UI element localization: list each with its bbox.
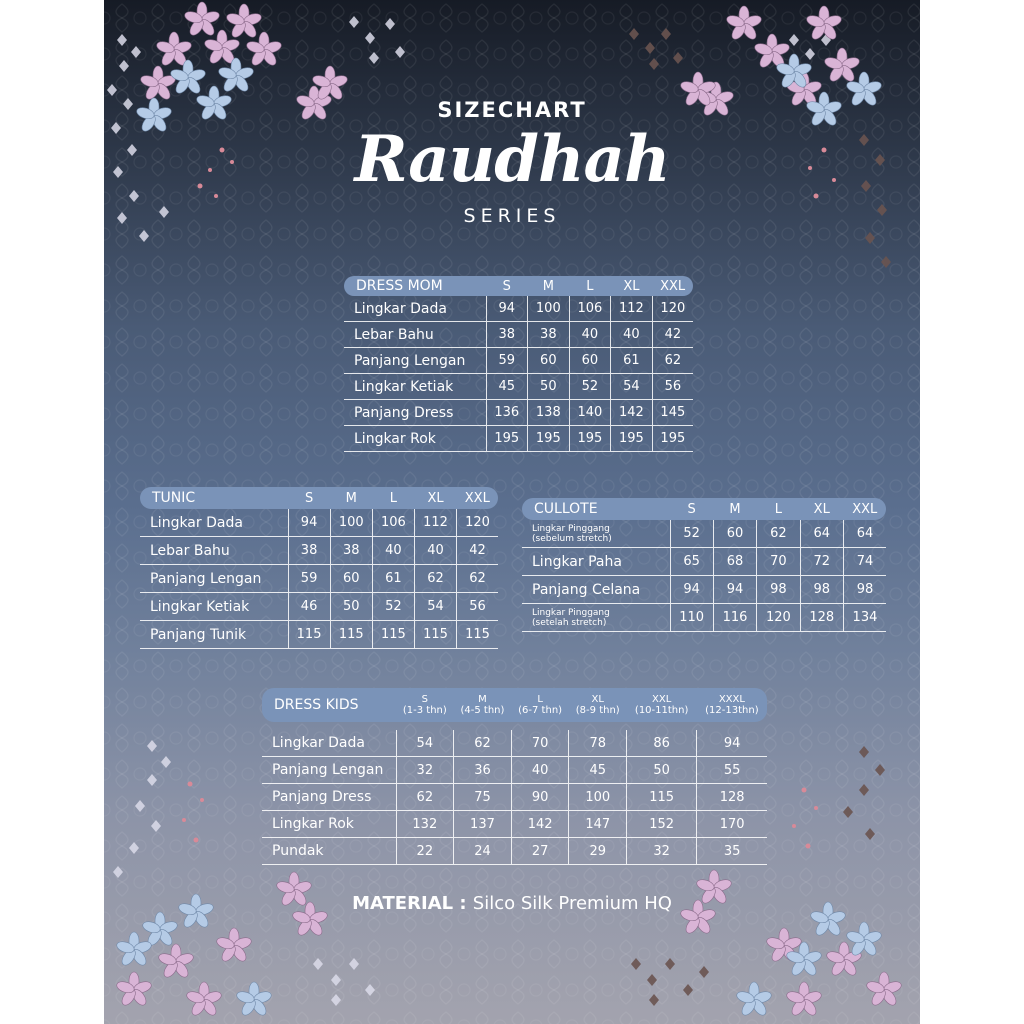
row-label: Lingkar Dada xyxy=(344,296,486,322)
cell: 60 xyxy=(330,565,372,593)
cell: 40 xyxy=(511,757,569,784)
cell: 138 xyxy=(528,400,570,426)
cell: 86 xyxy=(627,730,697,757)
dress-kids-table xyxy=(262,688,767,865)
cell: 64 xyxy=(843,520,886,548)
cell: 94 xyxy=(288,509,330,537)
cell: 56 xyxy=(652,374,693,400)
size-header xyxy=(454,688,512,722)
cell: 152 xyxy=(627,811,697,838)
table-row xyxy=(262,838,767,865)
table-row xyxy=(344,348,693,374)
cell: 120 xyxy=(757,604,800,632)
table-row xyxy=(522,604,886,632)
cell: 115 xyxy=(414,621,456,649)
table-row xyxy=(262,811,767,838)
cell: 72 xyxy=(800,548,843,576)
table-row xyxy=(344,400,693,426)
row-label: Lingkar Paha xyxy=(522,548,670,576)
cell: 94 xyxy=(713,576,756,604)
cell: 115 xyxy=(288,621,330,649)
row-label: Lingkar Ketiak xyxy=(344,374,486,400)
cell: 120 xyxy=(457,509,498,537)
table-spacer xyxy=(262,722,767,730)
size-header: M xyxy=(528,276,570,296)
cell: 59 xyxy=(486,348,528,374)
cell: 40 xyxy=(611,322,653,348)
cell: 45 xyxy=(569,757,627,784)
cell: 140 xyxy=(569,400,611,426)
row-label: Lingkar Rok xyxy=(344,426,486,452)
cell: 38 xyxy=(528,322,570,348)
row-label: Pundak xyxy=(262,838,396,865)
cell: 115 xyxy=(627,784,697,811)
material-separator: : xyxy=(453,893,473,914)
age-label: (4-5 thn) xyxy=(460,705,505,716)
cell: 60 xyxy=(569,348,611,374)
cell: 147 xyxy=(569,811,627,838)
cell: 61 xyxy=(611,348,653,374)
cell: 59 xyxy=(288,565,330,593)
cell: 52 xyxy=(569,374,611,400)
cell: 52 xyxy=(372,593,414,621)
row-label xyxy=(522,604,670,632)
table-row xyxy=(140,565,498,593)
cell: 32 xyxy=(396,757,454,784)
size-header xyxy=(627,688,697,722)
cell: 136 xyxy=(486,400,528,426)
cell: 38 xyxy=(330,537,372,565)
age-label: (6-7 thn) xyxy=(518,705,563,716)
cell: 94 xyxy=(697,730,767,757)
table-title: TUNIC xyxy=(140,487,288,509)
cell: 142 xyxy=(511,811,569,838)
row-label: Panjang Tunik xyxy=(140,621,288,649)
size-header: L xyxy=(757,498,800,520)
cell: 170 xyxy=(697,811,767,838)
size-header: S xyxy=(486,276,528,296)
size-header: XXL xyxy=(652,276,693,296)
cell: 112 xyxy=(414,509,456,537)
cell: 62 xyxy=(414,565,456,593)
cell: 116 xyxy=(713,604,756,632)
size-header xyxy=(569,688,627,722)
table-row xyxy=(344,426,693,452)
brand-title: Raudhah xyxy=(354,122,670,197)
cell: 115 xyxy=(457,621,498,649)
size-header xyxy=(697,688,767,722)
cell: 38 xyxy=(288,537,330,565)
cell: 27 xyxy=(511,838,569,865)
size-header: L xyxy=(372,487,414,509)
age-label: (8-9 thn) xyxy=(575,705,620,716)
cell: 100 xyxy=(528,296,570,322)
age-label: (10-11thn) xyxy=(634,705,689,716)
table-header-row xyxy=(344,276,693,296)
cell: 100 xyxy=(330,509,372,537)
tunic-table xyxy=(140,487,498,649)
series-heading: SERIES xyxy=(463,205,561,227)
table-row xyxy=(344,322,693,348)
cell: 94 xyxy=(670,576,713,604)
cell: 38 xyxy=(486,322,528,348)
table-row xyxy=(140,537,498,565)
cell: 137 xyxy=(454,811,512,838)
cell: 195 xyxy=(611,426,653,452)
size-chart-poster xyxy=(104,0,920,1024)
size-header xyxy=(396,688,454,722)
cell: 98 xyxy=(843,576,886,604)
cell: 40 xyxy=(414,537,456,565)
table-row xyxy=(522,520,886,548)
row-label: Lingkar Dada xyxy=(262,730,396,757)
cell: 60 xyxy=(528,348,570,374)
cell: 145 xyxy=(652,400,693,426)
cell: 60 xyxy=(713,520,756,548)
cell: 128 xyxy=(697,784,767,811)
material-line xyxy=(104,893,920,914)
cell: 68 xyxy=(713,548,756,576)
cell: 62 xyxy=(757,520,800,548)
cell: 142 xyxy=(611,400,653,426)
cell: 112 xyxy=(611,296,653,322)
row-label: Panjang Dress xyxy=(262,784,396,811)
row-label: Lingkar Ketiak xyxy=(140,593,288,621)
size-header: XL xyxy=(414,487,456,509)
table-row xyxy=(262,784,767,811)
table-title: DRESS MOM xyxy=(344,276,486,296)
table-row xyxy=(522,548,886,576)
cell: 29 xyxy=(569,838,627,865)
row-label: Panjang Dress xyxy=(344,400,486,426)
row-label: Panjang Lengan xyxy=(262,757,396,784)
cell: 94 xyxy=(486,296,528,322)
size-label: S xyxy=(421,694,428,705)
table-header-row xyxy=(522,498,886,520)
dress-mom-table xyxy=(344,276,693,452)
cell: 24 xyxy=(454,838,512,865)
cell: 62 xyxy=(457,565,498,593)
cell: 40 xyxy=(372,537,414,565)
table-row xyxy=(522,576,886,604)
row-label-note: (setelah stretch) xyxy=(532,617,607,628)
table-header-row xyxy=(140,487,498,509)
cell: 64 xyxy=(800,520,843,548)
size-header: S xyxy=(670,498,713,520)
size-label: XL xyxy=(591,694,604,705)
table-row xyxy=(344,296,693,322)
row-label xyxy=(522,520,670,548)
table-row xyxy=(262,757,767,784)
sizechart-heading: SIZECHART xyxy=(437,98,587,122)
cell: 75 xyxy=(454,784,512,811)
cell: 45 xyxy=(486,374,528,400)
table-row xyxy=(262,730,767,757)
table-header-row xyxy=(262,688,767,722)
size-header: M xyxy=(713,498,756,520)
cell: 120 xyxy=(652,296,693,322)
cell: 65 xyxy=(670,548,713,576)
size-header: S xyxy=(288,487,330,509)
cell: 50 xyxy=(330,593,372,621)
cell: 40 xyxy=(569,322,611,348)
cell: 115 xyxy=(330,621,372,649)
size-header: L xyxy=(569,276,611,296)
cell: 32 xyxy=(627,838,697,865)
size-header: XL xyxy=(800,498,843,520)
cell: 61 xyxy=(372,565,414,593)
cell: 195 xyxy=(486,426,528,452)
cell: 62 xyxy=(652,348,693,374)
row-label: Panjang Celana xyxy=(522,576,670,604)
cell: 90 xyxy=(511,784,569,811)
cell: 106 xyxy=(372,509,414,537)
size-header: XXL xyxy=(843,498,886,520)
cell: 195 xyxy=(569,426,611,452)
cell: 70 xyxy=(511,730,569,757)
age-label: (1-3 thn) xyxy=(402,705,447,716)
row-label-note: (sebelum stretch) xyxy=(532,533,612,544)
cell: 195 xyxy=(528,426,570,452)
size-label: XXL xyxy=(652,694,672,705)
row-label: Panjang Lengan xyxy=(344,348,486,374)
row-label: Panjang Lengan xyxy=(140,565,288,593)
row-label: Lingkar Rok xyxy=(262,811,396,838)
cell: 98 xyxy=(800,576,843,604)
material-value: Silco Silk Premium HQ xyxy=(472,893,672,914)
cell: 35 xyxy=(697,838,767,865)
row-label-main: Lingkar Pinggang xyxy=(532,523,610,534)
material-label: MATERIAL xyxy=(352,893,454,914)
cell: 74 xyxy=(843,548,886,576)
cell: 110 xyxy=(670,604,713,632)
row-label: Lingkar Dada xyxy=(140,509,288,537)
table-row xyxy=(140,593,498,621)
size-header xyxy=(511,688,569,722)
table-title: DRESS KIDS xyxy=(262,688,396,722)
row-label: Lebar Bahu xyxy=(140,537,288,565)
table-row xyxy=(140,509,498,537)
cell: 55 xyxy=(697,757,767,784)
cell: 132 xyxy=(396,811,454,838)
cell: 62 xyxy=(454,730,512,757)
size-header: XXL xyxy=(457,487,498,509)
cell: 54 xyxy=(396,730,454,757)
cell: 54 xyxy=(414,593,456,621)
cell: 22 xyxy=(396,838,454,865)
cell: 54 xyxy=(611,374,653,400)
cell: 106 xyxy=(569,296,611,322)
cell: 56 xyxy=(457,593,498,621)
cell: 98 xyxy=(757,576,800,604)
cell: 100 xyxy=(569,784,627,811)
size-header: M xyxy=(330,487,372,509)
cell: 62 xyxy=(396,784,454,811)
row-label: Lebar Bahu xyxy=(344,322,486,348)
table-row xyxy=(140,621,498,649)
size-label: XXXL xyxy=(718,694,745,705)
cell: 52 xyxy=(670,520,713,548)
size-header: XL xyxy=(611,276,653,296)
cell: 46 xyxy=(288,593,330,621)
cell: 115 xyxy=(372,621,414,649)
table-title: CULLOTE xyxy=(522,498,670,520)
cell: 50 xyxy=(528,374,570,400)
cullote-table xyxy=(522,498,886,632)
table-row xyxy=(344,374,693,400)
cell: 42 xyxy=(457,537,498,565)
cell: 134 xyxy=(843,604,886,632)
age-label: (12-13thn) xyxy=(705,705,759,716)
row-label-main: Lingkar Pinggang xyxy=(532,607,610,618)
cell: 42 xyxy=(652,322,693,348)
cell: 78 xyxy=(569,730,627,757)
size-label: L xyxy=(537,694,543,705)
cell: 128 xyxy=(800,604,843,632)
cell: 195 xyxy=(652,426,693,452)
cell: 50 xyxy=(627,757,697,784)
size-label: M xyxy=(478,694,487,705)
cell: 70 xyxy=(757,548,800,576)
cell: 36 xyxy=(454,757,512,784)
